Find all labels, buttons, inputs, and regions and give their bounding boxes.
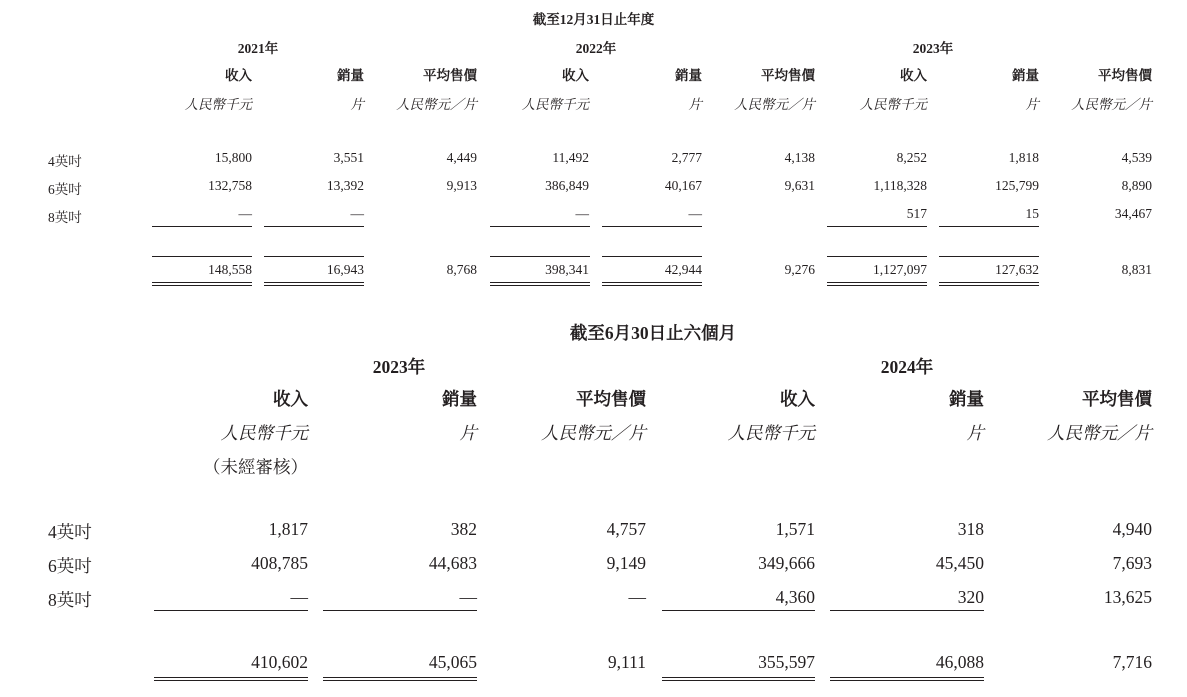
table-cell: 15 [1025, 206, 1039, 221]
unit-label: 人民幣千元 [220, 423, 308, 443]
table-cell: 4,940 [1112, 519, 1152, 539]
table-cell: 7,693 [1112, 553, 1152, 573]
col-label-asp: 平均售價 [761, 68, 815, 83]
year-header: 2024年 [880, 357, 934, 377]
table-cell: 8,890 [1121, 178, 1152, 193]
subtotal-rule [662, 610, 815, 611]
table-cell: 44,683 [428, 553, 477, 573]
table-cell: 11,492 [552, 150, 589, 165]
table-cell: — [575, 206, 589, 221]
total-cell: 355,597 [758, 652, 815, 672]
row-label: 8英吋 [48, 210, 82, 225]
unit-label: 人民幣千元 [859, 97, 927, 112]
table-cell: 4,757 [606, 519, 646, 539]
annual-sales-table [0, 0, 1187, 300]
subtotal-rule [830, 610, 984, 611]
total-cell: 8,831 [1121, 262, 1152, 277]
total-top-rule [827, 256, 927, 257]
row-label: 4英吋 [48, 522, 92, 542]
unit-label: 人民幣元／片 [396, 97, 477, 112]
table-cell: 382 [450, 519, 477, 539]
year-header: 2023年 [372, 357, 426, 377]
table-cell: 1,817 [268, 519, 308, 539]
total-top-rule [939, 256, 1039, 257]
row-label: 4英吋 [48, 154, 82, 169]
total-double-rule [154, 677, 308, 681]
col-label-revenue: 收入 [780, 389, 815, 409]
table-cell: 349,666 [758, 553, 815, 573]
table-cell: 4,539 [1121, 150, 1152, 165]
year-header: 2023年 [912, 41, 954, 56]
total-cell: 16,943 [326, 262, 364, 277]
col-label-volume: 銷量 [949, 389, 984, 409]
table-cell: 9,631 [784, 178, 815, 193]
table-cell: — [688, 206, 702, 221]
subtotal-rule [152, 226, 252, 227]
unit-label: 片 [966, 423, 984, 443]
subtotal-rule [490, 226, 590, 227]
unit-label: 人民幣元／片 [1071, 97, 1152, 112]
col-label-revenue: 收入 [562, 68, 589, 83]
table-cell: — [628, 587, 646, 607]
total-cell: 9,111 [607, 652, 646, 672]
period-header: 截至6月30日止六個月 [569, 323, 737, 343]
table-cell: 132,758 [208, 178, 252, 193]
total-double-rule [323, 677, 477, 681]
total-double-rule [490, 282, 590, 286]
table-cell: 3,551 [333, 150, 364, 165]
table-cell: 1,571 [775, 519, 815, 539]
total-double-rule [152, 282, 252, 286]
total-cell: 1,127,097 [873, 262, 927, 277]
table-cell: 9,913 [446, 178, 477, 193]
col-label-revenue: 收入 [273, 389, 308, 409]
table-cell: 45,450 [935, 553, 984, 573]
total-cell: 398,341 [545, 262, 589, 277]
period-header: 截至12月31日止年度 [532, 12, 655, 27]
col-label-asp: 平均售價 [423, 68, 477, 83]
total-cell: 45,065 [428, 652, 477, 672]
table-cell: — [459, 587, 477, 607]
total-top-rule [602, 256, 702, 257]
table-cell: — [238, 206, 252, 221]
col-label-asp: 平均售價 [1082, 389, 1152, 409]
table-cell: — [350, 206, 364, 221]
table-cell: 125,799 [995, 178, 1039, 193]
unit-label: 片 [459, 423, 477, 443]
col-label-volume: 銷量 [442, 389, 477, 409]
total-double-rule [662, 677, 815, 681]
total-double-rule [602, 282, 702, 286]
total-cell: 7,716 [1112, 652, 1152, 672]
table-cell: 320 [957, 587, 984, 607]
total-cell: 42,944 [664, 262, 702, 277]
total-cell: 9,276 [784, 262, 815, 277]
table-cell: 517 [906, 206, 927, 221]
table-cell: 1,118,328 [873, 178, 927, 193]
interim-sales-table [0, 300, 1187, 697]
table-cell: 4,138 [784, 150, 815, 165]
year-header: 2021年 [237, 41, 279, 56]
subtotal-rule [264, 226, 364, 227]
unit-label: 人民幣元／片 [734, 97, 815, 112]
total-cell: 127,632 [995, 262, 1039, 277]
table-cell: 2,777 [671, 150, 702, 165]
table-cell: 15,800 [214, 150, 252, 165]
col-label-volume: 銷量 [675, 68, 702, 83]
table-cell: 34,467 [1114, 206, 1152, 221]
row-label: 6英吋 [48, 182, 82, 197]
total-double-rule [264, 282, 364, 286]
col-label-asp: 平均售價 [1098, 68, 1152, 83]
subtotal-rule [154, 610, 308, 611]
col-label-revenue: 收入 [225, 68, 252, 83]
unit-label: 片 [688, 97, 702, 112]
total-top-rule [490, 256, 590, 257]
unit-label: 片 [1025, 97, 1039, 112]
subtotal-rule [939, 226, 1039, 227]
unit-label: 人民幣元／片 [1047, 423, 1152, 443]
row-label: 8英吋 [48, 590, 92, 610]
subtotal-rule [323, 610, 477, 611]
total-cell: 46,088 [935, 652, 984, 672]
unit-label: 人民幣千元 [727, 423, 815, 443]
table-cell: 318 [957, 519, 984, 539]
unit-label: 人民幣元／片 [541, 423, 646, 443]
unaudited-note: （未經審核） [203, 457, 308, 477]
unit-label: 片 [350, 97, 364, 112]
total-top-rule [264, 256, 364, 257]
table-cell: 40,167 [664, 178, 702, 193]
table-cell: 386,849 [545, 178, 589, 193]
col-label-asp: 平均售價 [576, 389, 646, 409]
total-top-rule [152, 256, 252, 257]
total-cell: 148,558 [208, 262, 252, 277]
table-cell: 408,785 [251, 553, 308, 573]
table-cell: 13,625 [1103, 587, 1152, 607]
table-cell: — [290, 587, 308, 607]
subtotal-rule [827, 226, 927, 227]
table-cell: 4,449 [446, 150, 477, 165]
table-cell: 8,252 [896, 150, 927, 165]
table-cell: 9,149 [606, 553, 646, 573]
col-label-revenue: 收入 [900, 68, 927, 83]
col-label-volume: 銷量 [337, 68, 364, 83]
table-cell: 4,360 [775, 587, 815, 607]
unit-label: 人民幣千元 [521, 97, 589, 112]
subtotal-rule [602, 226, 702, 227]
year-header: 2022年 [575, 41, 617, 56]
col-label-volume: 銷量 [1012, 68, 1039, 83]
total-cell: 8,768 [446, 262, 477, 277]
row-label: 6英吋 [48, 556, 92, 576]
total-double-rule [939, 282, 1039, 286]
table-cell: 1,818 [1008, 150, 1039, 165]
total-double-rule [827, 282, 927, 286]
total-double-rule [830, 677, 984, 681]
total-cell: 410,602 [251, 652, 308, 672]
table-cell: 13,392 [326, 178, 364, 193]
unit-label: 人民幣千元 [184, 97, 252, 112]
